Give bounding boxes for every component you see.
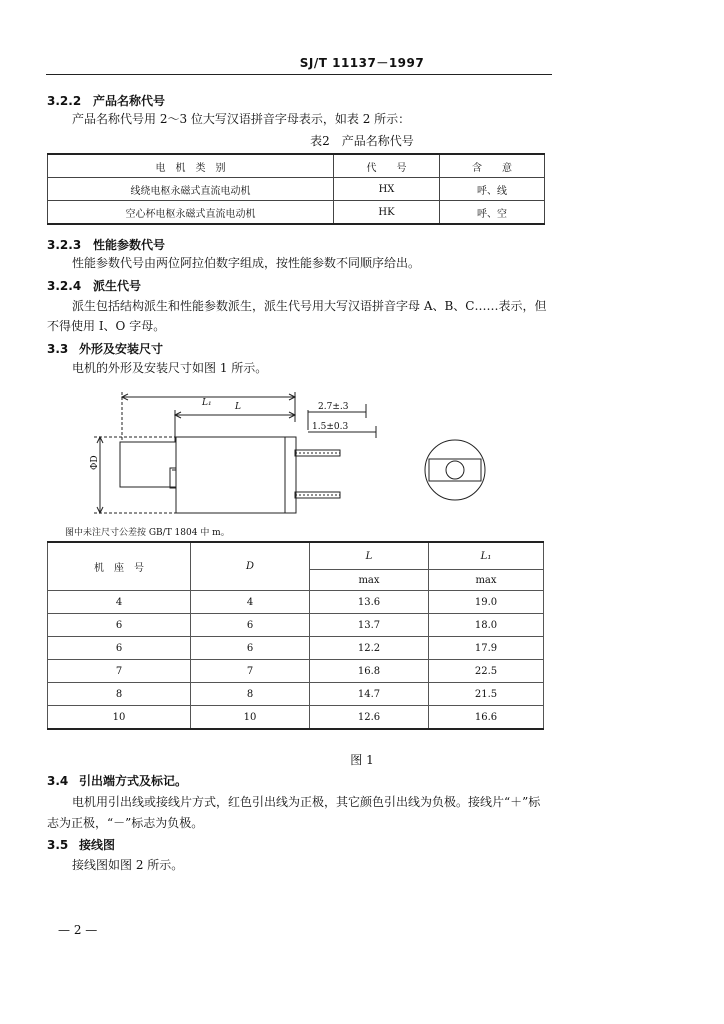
section-3-4-heading [47, 772, 187, 789]
section-title: 接线图 [79, 838, 116, 852]
table-cell: 22.5 [429, 660, 544, 683]
product-name-code-table [47, 153, 545, 225]
table-cell: 7 [48, 660, 191, 683]
section-title: 性能参数代号 [93, 238, 166, 252]
table-row [48, 660, 544, 683]
section-3-3-heading [47, 340, 163, 357]
dim-label-d: ΦD [90, 455, 100, 470]
section-title: 外形及安装尺寸 [79, 342, 164, 356]
table-cell: 4 [48, 591, 191, 614]
section-number: 3.3 [47, 342, 69, 356]
table-cell: 6 [48, 637, 191, 660]
figure-note: 图中未注尺寸公差按 GB/T 1804 中 m。 [65, 528, 230, 538]
section-number: 3.4 [47, 774, 69, 788]
section-number: 3.2.3 [47, 238, 82, 252]
table-cell: 呼、线 [440, 178, 545, 201]
table-cell: 6 [191, 614, 310, 637]
section-number: 3.2.2 [47, 94, 82, 108]
table-header-row [48, 154, 545, 178]
header-cell: max [429, 570, 544, 591]
table-row [48, 683, 544, 706]
dim-label-1-5: 1.5±0.3 [312, 422, 349, 432]
table-cell: 21.5 [429, 683, 544, 706]
header-cell: L₁ [429, 542, 544, 570]
table-cell: 14.7 [310, 683, 429, 706]
dim-label-2-7: 2.7±.3 [318, 402, 349, 412]
table-cell: 呼、空 [440, 201, 545, 225]
dim-label-l: L [235, 402, 241, 412]
section-3-3-text: 电机的外形及安装尺寸如图 1 所示。 [72, 361, 268, 375]
table-cell: 线绕电枢永磁式直流电动机 [48, 178, 334, 201]
section-title: 派生代号 [93, 279, 142, 293]
section-3-2-4-heading [47, 277, 141, 294]
section-number: 3.2.4 [47, 279, 82, 293]
section-3-4-text-line2: 志为正极，“－”标志为负极。 [47, 816, 204, 830]
header-cell: 机 座 号 [48, 542, 191, 591]
section-3-4-text-line1: 电机用引出线或接线片方式，红色引出线为正极，其它颜色引出线为负极。接线片“＋”标 [72, 795, 541, 809]
table-cell: 18.0 [429, 614, 544, 637]
table-cell: 4 [191, 591, 310, 614]
table-cell: 13.7 [310, 614, 429, 637]
section-3-2-3-text: 性能参数代号由两位阿拉伯数字组成，按性能参数不同顺序给出。 [72, 256, 421, 270]
table-cell: 13.6 [310, 591, 429, 614]
table-row [48, 201, 545, 225]
header-cell: 含 意 [440, 154, 545, 178]
section-title: 产品名称代号 [93, 94, 166, 108]
section-3-5-heading [47, 836, 115, 853]
table-cell: 7 [191, 660, 310, 683]
section-title: 引出端方式及标记。 [79, 774, 188, 788]
table-cell: 12.6 [310, 706, 429, 730]
header-cell: L [310, 542, 429, 570]
table-row [48, 614, 544, 637]
standard-number: SJ/T 11137－1997 [299, 56, 425, 70]
section-3-2-2-heading [47, 92, 165, 109]
table2-caption: 表2 产品名称代号 [310, 134, 414, 148]
table-cell: 空心杯电枢永磁式直流电动机 [48, 201, 334, 225]
section-3-2-4-text-line2: 不得使用 I、O 字母。 [47, 319, 166, 333]
header-cell: D [191, 542, 310, 591]
dim-label-l1: L₁ [202, 398, 212, 408]
table-row [48, 591, 544, 614]
motor-outline-drawing [80, 382, 520, 522]
section-3-2-2-text: 产品名称代号用 2～3 位大写汉语拼音字母表示，如表 2 所示： [72, 112, 411, 126]
table-row [48, 178, 545, 201]
figure-caption: 图 1 [350, 753, 374, 767]
table-cell: 6 [191, 637, 310, 660]
section-3-2-4-text-line1: 派生包括结构派生和性能参数派生，派生代号用大写汉语拼音字母 A、B、C……表示，但 [72, 299, 547, 313]
table-cell: 8 [191, 683, 310, 706]
table-cell: 17.9 [429, 637, 544, 660]
table-cell: 6 [48, 614, 191, 637]
header-cell: 代 号 [334, 154, 440, 178]
table-header-row [48, 542, 544, 570]
header-cell: 电 机 类 别 [48, 154, 334, 178]
section-3-5-text: 接线图如图 2 所示。 [72, 858, 184, 872]
section-3-2-3-heading [47, 236, 165, 253]
dimension-table [47, 541, 544, 730]
section-number: 3.5 [47, 838, 69, 852]
table-cell: 12.2 [310, 637, 429, 660]
table-cell: 16.6 [429, 706, 544, 730]
table-cell: 16.8 [310, 660, 429, 683]
table-cell: 19.0 [429, 591, 544, 614]
table-cell: 10 [191, 706, 310, 730]
table-cell: HK [334, 201, 440, 225]
table-row [48, 637, 544, 660]
table-cell: HX [334, 178, 440, 201]
table-cell: 10 [48, 706, 191, 730]
header-cell: max [310, 570, 429, 591]
header-rule [46, 74, 552, 75]
table-cell: 8 [48, 683, 191, 706]
page-number: — 2 — [58, 923, 98, 937]
table-row [48, 706, 544, 730]
